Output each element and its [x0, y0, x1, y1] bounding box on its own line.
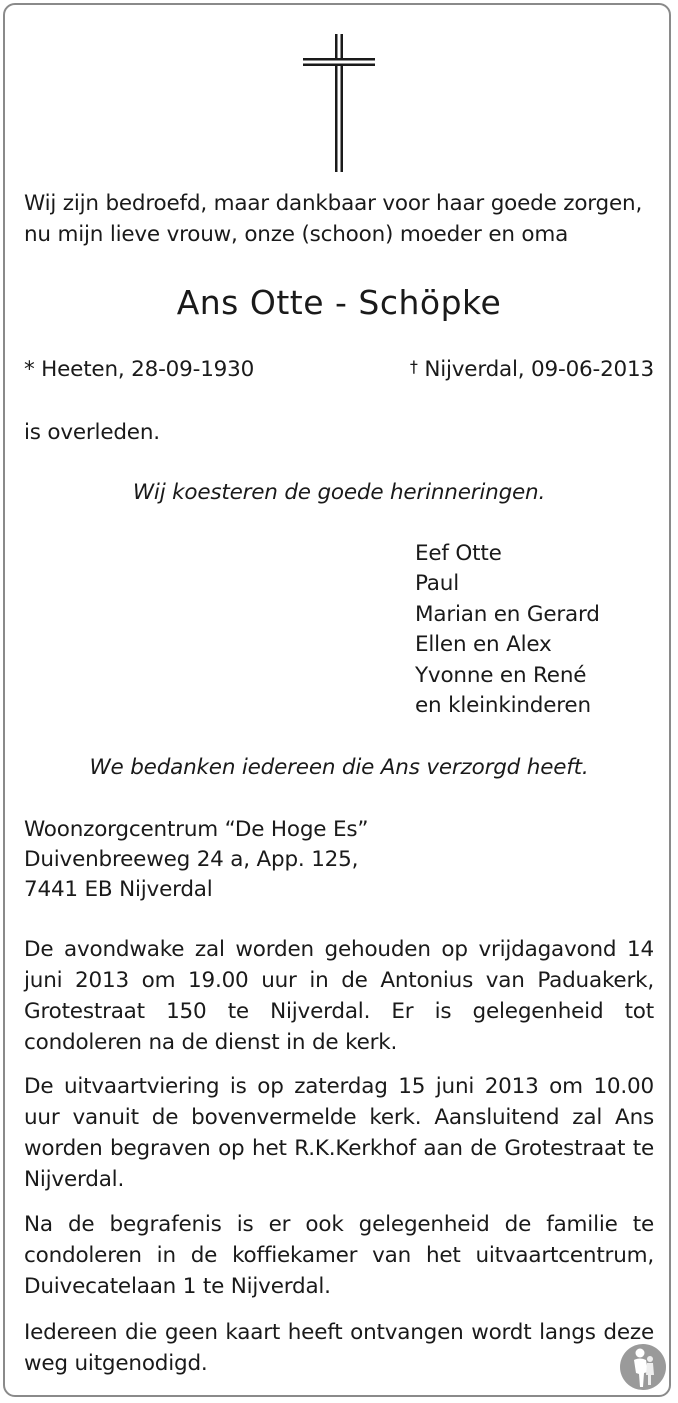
- death-info: [410, 354, 654, 386]
- address-line-2: Duivenbreeweg 24 a, App. 125,: [24, 847, 359, 872]
- paragraph-condolence: Na de begrafenis is er ook gelegenheid de familie te condoleren in de koffiekamer van het uitvaartcentrum, Duivecatelaan 1 te Nijverdal.: [24, 1212, 654, 1299]
- paragraph-funeral: De uitvaartviering is op zaterdag 15 juni 2013 om 10.00 uur vanuit de bovenvermelde kerk. Aansluitend zal Ans worden begraven op het R.K.Kerkhof aan de Grotestraat te Nijverdal.: [24, 1074, 654, 1192]
- deceased-name: Ans Otte - Schöpke: [176, 283, 502, 322]
- quote-memories: Wij koesteren de goede herinneringen.: [132, 480, 546, 505]
- family-member: Paul: [415, 571, 459, 596]
- passed-away-text: is overleden.: [24, 420, 160, 445]
- quote-thanks: We bedanken iedereen die Ans verzorgd heeft.: [89, 755, 589, 780]
- family-member: Ellen en Alex: [415, 632, 552, 657]
- paragraph-wake: De avondwake zal worden gehouden op vrijdagavond 14 juni 2013 om 19.00 uur in de Antonius van Paduakerk, Grotestraat 150 te Nijverdal. Er is gelegenheid tot condoleren na de dienst in de kerk.: [24, 937, 654, 1055]
- memorial-logo-icon: [619, 1341, 667, 1393]
- family-member: Yvonne en René: [415, 663, 587, 688]
- paragraph-invitation: Iedereen die geen kaart heeft ontvangen wordt langs deze weg uitgenodigd.: [24, 1320, 654, 1376]
- dagger-icon: †: [409, 357, 418, 376]
- address-line-3: 7441 EB Nijverdal: [24, 877, 213, 902]
- death-place-date: Nijverdal, 09-06-2013: [424, 357, 654, 382]
- address-line-1: Woonzorgcentrum “De Hoge Es”: [24, 817, 369, 842]
- family-member: en kleinkinderen: [415, 693, 591, 718]
- family-member: Marian en Gerard: [415, 602, 600, 627]
- intro-line-2: nu mijn lieve vrouw, onze (schoon) moeder en oma: [24, 222, 569, 247]
- birth-info: * Heeten, 28-09-1930: [24, 357, 255, 382]
- intro-line-1: Wij zijn bedroefd, maar dankbaar voor haar goede zorgen,: [24, 191, 643, 216]
- cross-icon: [303, 34, 375, 172]
- family-member: Eef Otte: [415, 541, 502, 566]
